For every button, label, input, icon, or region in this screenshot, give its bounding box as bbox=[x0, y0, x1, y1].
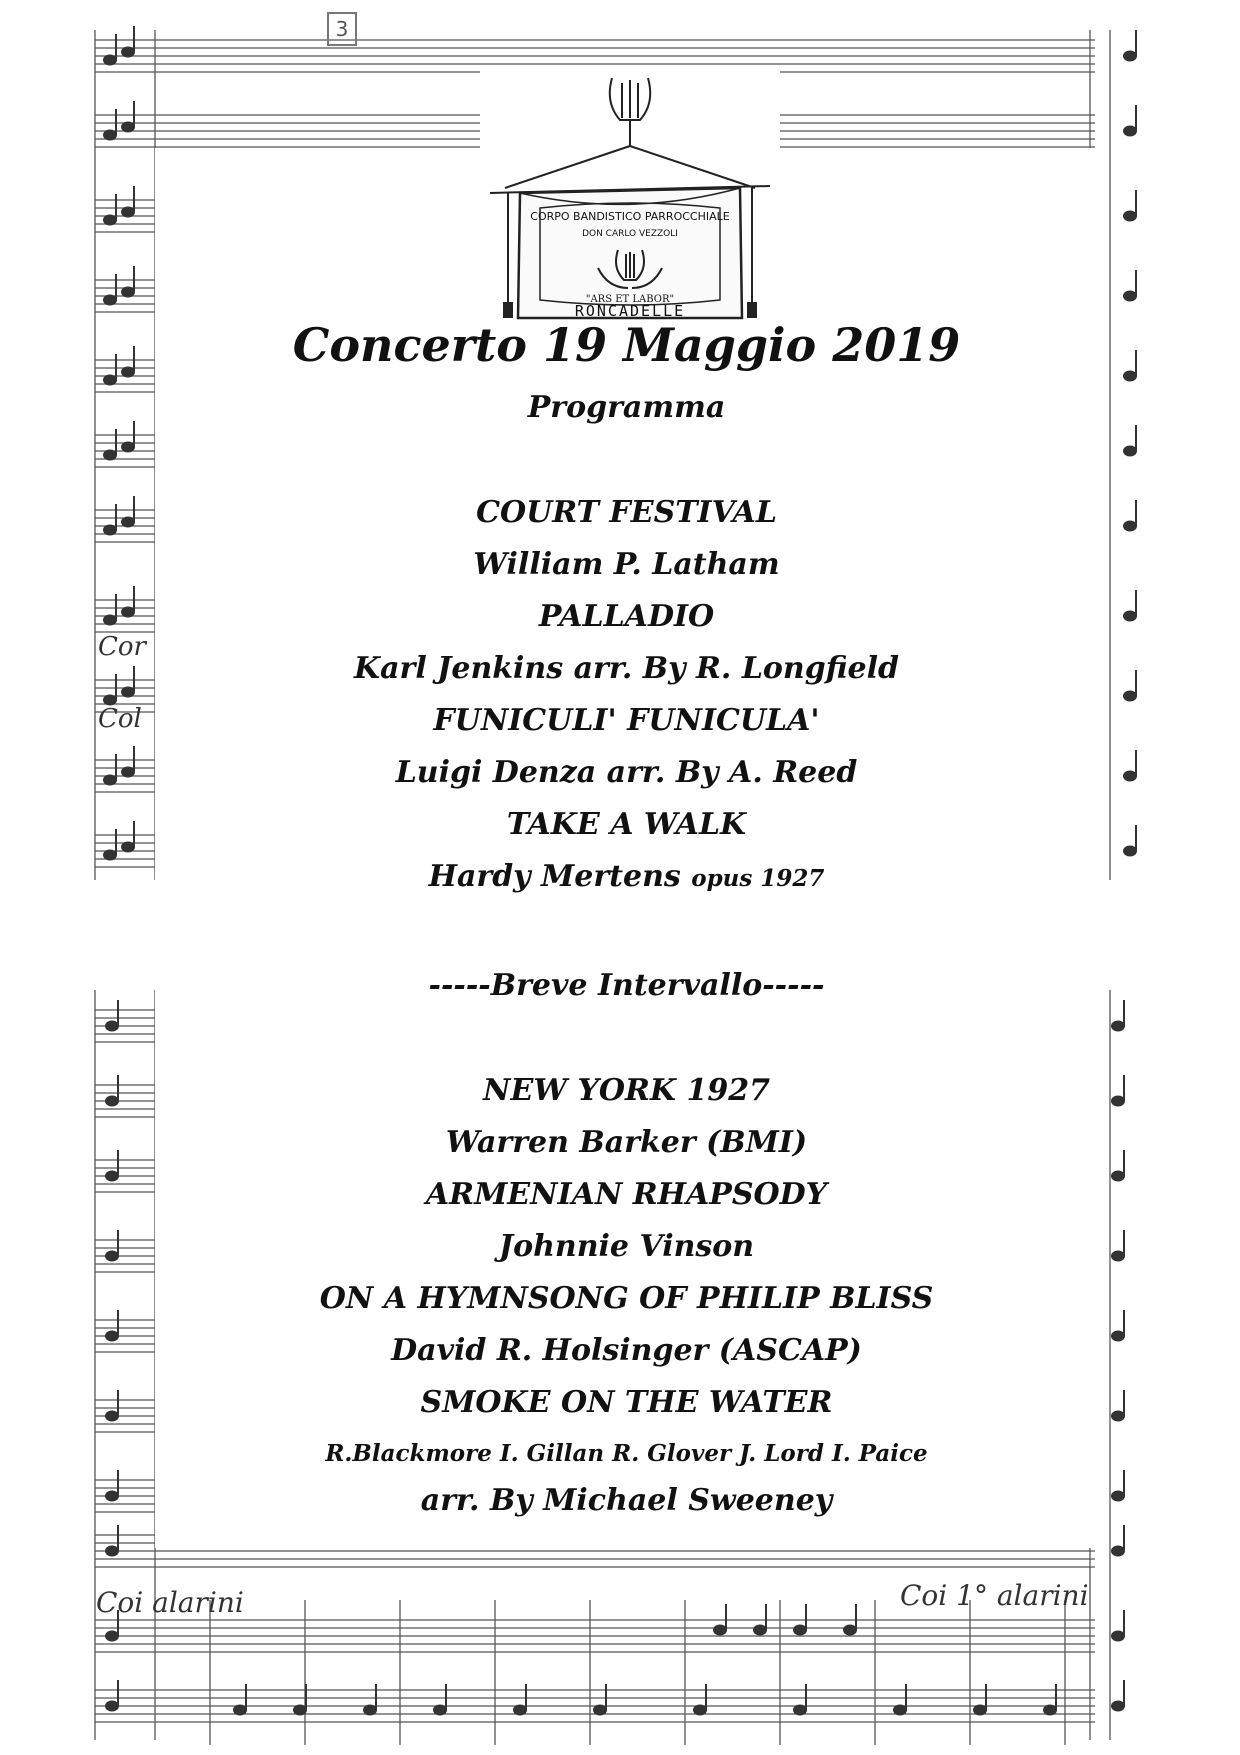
note-head bbox=[106, 1547, 118, 1556]
piece-composer: Luigi Denza arr. By A. Reed bbox=[395, 755, 858, 790]
note-head bbox=[104, 526, 116, 535]
note-head bbox=[106, 1172, 118, 1181]
note-head bbox=[694, 1706, 706, 1715]
piece-title: TAKE A WALK bbox=[506, 807, 747, 842]
banner-line1: CORPO BANDISTICO PARROCCHIALE bbox=[530, 210, 730, 223]
note-head bbox=[106, 1252, 118, 1261]
note-head bbox=[714, 1626, 726, 1635]
note-head bbox=[1112, 1172, 1124, 1181]
note-head bbox=[974, 1706, 986, 1715]
note-head bbox=[122, 208, 134, 217]
note-head bbox=[1124, 612, 1136, 621]
piece-composer: Warren Barker (BMI) bbox=[445, 1125, 808, 1160]
note-head bbox=[122, 443, 134, 452]
piece-title: FUNICULI' FUNICULA' bbox=[433, 703, 820, 738]
piece-composer: Karl Jenkins arr. By R. Longfield bbox=[354, 651, 899, 686]
note-head bbox=[122, 688, 134, 697]
piece-composer: William P. Latham bbox=[473, 547, 780, 582]
note-head bbox=[106, 1492, 118, 1501]
note-head bbox=[104, 216, 116, 225]
margin-text-cor: Cor bbox=[98, 632, 146, 662]
note-head bbox=[106, 1097, 118, 1106]
note-head bbox=[1124, 772, 1136, 781]
note-head bbox=[104, 776, 116, 785]
note-head bbox=[1112, 1097, 1124, 1106]
note-head bbox=[106, 1632, 118, 1641]
note-head bbox=[594, 1706, 606, 1715]
band-banner-logo bbox=[480, 68, 780, 323]
note-head bbox=[364, 1706, 376, 1715]
piece-title: PALLADIO bbox=[538, 599, 715, 634]
note-head bbox=[104, 296, 116, 305]
note-head bbox=[794, 1706, 806, 1715]
concert-title: Concerto 19 Maggio 2019 bbox=[292, 318, 961, 372]
note-head bbox=[1124, 447, 1136, 456]
piece-title: COURT FESTIVAL bbox=[476, 495, 777, 530]
note-head bbox=[1112, 1632, 1124, 1641]
note-head bbox=[1112, 1252, 1124, 1261]
note-head bbox=[1112, 1022, 1124, 1031]
program-heading: Programma bbox=[527, 390, 726, 425]
piece-composer: Hardy Mertens bbox=[428, 859, 681, 894]
note-head bbox=[104, 616, 116, 625]
note-head bbox=[1124, 212, 1136, 221]
note-head bbox=[1112, 1332, 1124, 1341]
intermission-label: -----Breve Intervallo----- bbox=[428, 968, 825, 1003]
note-head bbox=[1112, 1547, 1124, 1556]
note-head bbox=[122, 288, 134, 297]
note-head bbox=[122, 48, 134, 57]
lyre-icon bbox=[610, 78, 650, 146]
note-head bbox=[794, 1626, 806, 1635]
note-head bbox=[1112, 1492, 1124, 1501]
note-head bbox=[106, 1702, 118, 1711]
note-head bbox=[122, 768, 134, 777]
note-head bbox=[104, 851, 116, 860]
note-head bbox=[294, 1706, 306, 1715]
note-head bbox=[1124, 292, 1136, 301]
note-head bbox=[514, 1706, 526, 1715]
banner-motto: "ARS ET LABOR" bbox=[585, 294, 675, 305]
margin-text-coi-1-alarini: Coi 1° alarini bbox=[900, 1579, 1089, 1612]
piece-title: NEW YORK 1927 bbox=[483, 1073, 770, 1108]
note-head bbox=[1112, 1412, 1124, 1421]
banner-line2: DON CARLO VEZZOLI bbox=[582, 229, 678, 239]
note-head bbox=[104, 131, 116, 140]
margin-text-col: Col bbox=[98, 704, 142, 734]
note-head bbox=[1112, 1702, 1124, 1711]
note-head bbox=[104, 451, 116, 460]
note-head bbox=[104, 56, 116, 65]
piece-composer: R.Blackmore I. Gillan R. Glover J. Lord I. Paice bbox=[325, 1440, 928, 1467]
piece-title: SMOKE ON THE WATER bbox=[420, 1385, 833, 1420]
note-head bbox=[1124, 522, 1136, 531]
note-head bbox=[122, 843, 134, 852]
note-head bbox=[1124, 52, 1136, 61]
note-head bbox=[1044, 1706, 1056, 1715]
note-head bbox=[894, 1706, 906, 1715]
margin-text-coi-alarini: Coi alarini bbox=[96, 1586, 244, 1619]
note-head bbox=[754, 1626, 766, 1635]
note-head bbox=[1124, 372, 1136, 381]
banner-drawing bbox=[480, 68, 780, 323]
piece-composer-line bbox=[155, 859, 1098, 894]
note-head bbox=[104, 376, 116, 385]
piece-arranger: arr. By Michael Sweeney bbox=[420, 1483, 833, 1518]
note-head bbox=[106, 1412, 118, 1421]
note-head bbox=[106, 1332, 118, 1341]
note-head bbox=[234, 1706, 246, 1715]
piece-composer: David R. Holsinger (ASCAP) bbox=[391, 1333, 862, 1368]
note-head bbox=[122, 123, 134, 132]
piece-opus: opus 1927 bbox=[691, 865, 825, 892]
note-head bbox=[122, 368, 134, 377]
note-head bbox=[844, 1626, 856, 1635]
piece-composer: Johnnie Vinson bbox=[498, 1229, 755, 1264]
banner-town: RONCADELLE bbox=[574, 302, 686, 320]
page-number-tag: 3 bbox=[327, 12, 357, 46]
note-head bbox=[1124, 127, 1136, 136]
note-head bbox=[1124, 847, 1136, 856]
note-head bbox=[122, 608, 134, 617]
note-head bbox=[434, 1706, 446, 1715]
note-head bbox=[106, 1022, 118, 1031]
note-head bbox=[1124, 692, 1136, 701]
note-head bbox=[122, 518, 134, 527]
piece-title: ARMENIAN RHAPSODY bbox=[425, 1177, 828, 1212]
piece-title: ON A HYMNSONG OF PHILIP BLISS bbox=[319, 1281, 934, 1316]
